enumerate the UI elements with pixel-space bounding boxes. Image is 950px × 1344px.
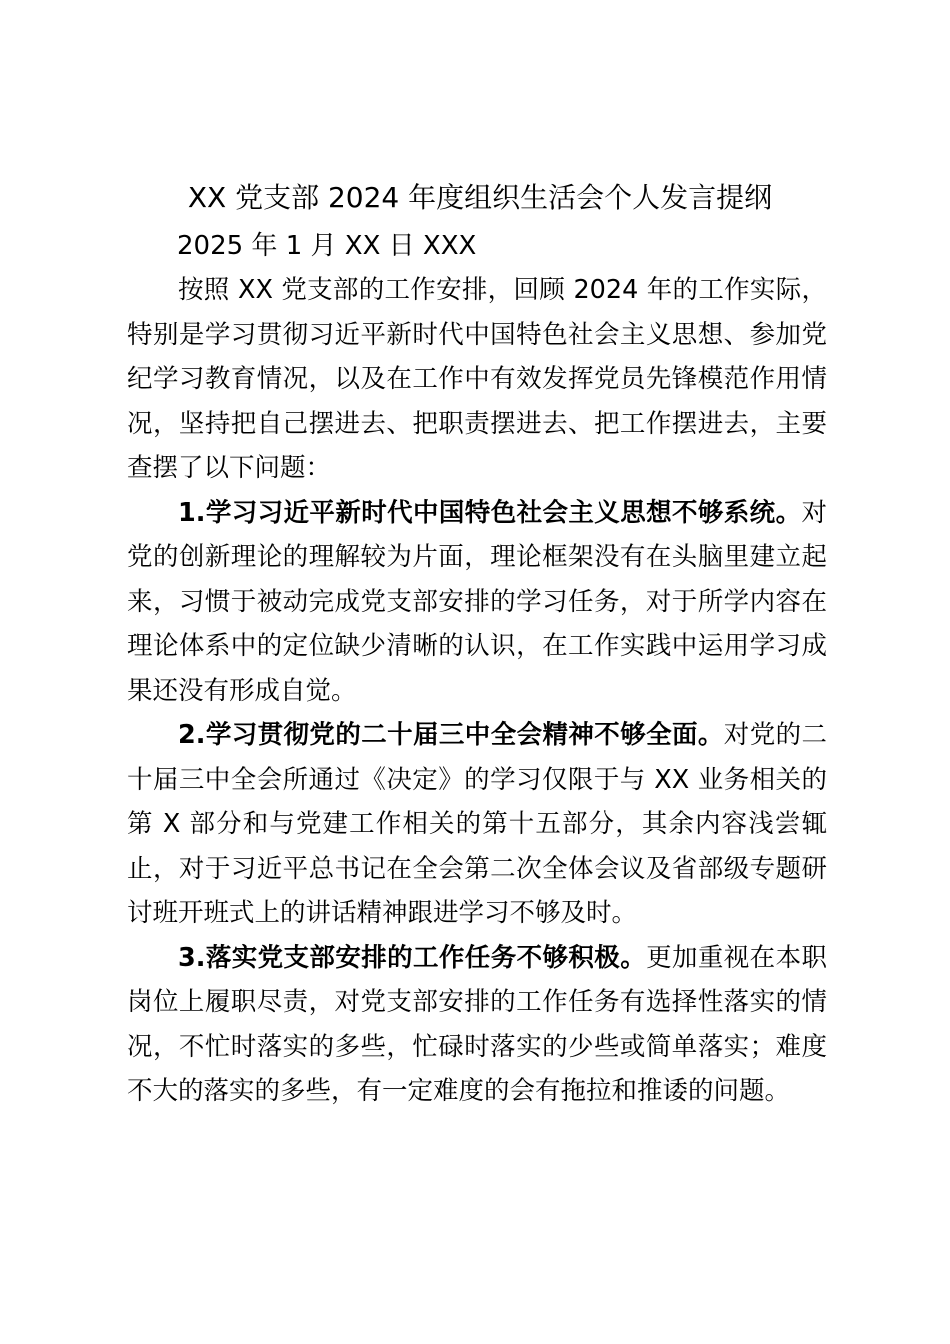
issue-text-2: 对党的二十届三中全会所通过《决定》的学习仅限于与 XX 业务相关的第 X 部分和与党建工作相关的第十五部分，其余内容浅尝辄止，对于习近平总书记在全会第二次全体会议及省部级专题研讨班开班式上的讲话精神跟进学习不够及时。 bbox=[127, 720, 827, 928]
intro-paragraph: 按照 XX 党支部的工作安排，回顾 2024 年的工作实际，特别是学习贯彻习近平新时代中国特色社会主义思想、参加党纪学习教育情况，以及在工作中有效发挥党员先锋模范作用情况，坚持把自己摆进去、把职责摆进去、把工作摆进去，主要查摆了以下问题： bbox=[127, 275, 827, 483]
issue-text-1: 对党的创新理论的理解较为片面，理论框架没有在头脑里建立起来，习惯于被动完成党支部安排的学习任务，对于所学内容在理论体系中的定位缺少清晰的认识，在工作实践中运用学习成果还没有形成自觉。 bbox=[127, 497, 827, 706]
issue-text-3: 更加重视在本职岗位上履职尽责，对党支部安排的工作任务有选择性落实的情况，不忙时落实的多些，忙碌时落实的少些或简单落实；难度不大的落实的多些，有一定难度的会有拖拉和推诿的问题。 bbox=[127, 942, 827, 1106]
document-title: XX 党支部 2024 年度组织生活会个人发言提纲 bbox=[187, 181, 773, 214]
issue-paragraph-2 bbox=[127, 713, 827, 936]
issue-heading-2: 2.学习贯彻党的二十届三中全会精神不够全面。 bbox=[178, 720, 724, 750]
issue-heading-3: 3.落实党支部安排的工作任务不够积极。 bbox=[178, 942, 647, 973]
issue-paragraph-3 bbox=[127, 936, 827, 1114]
document-date-author: 2025 年 1 月 XX 日 XXX bbox=[177, 231, 477, 261]
document-body bbox=[127, 268, 827, 1114]
issue-paragraph-1 bbox=[127, 491, 827, 714]
issue-heading-1: 1.学习习近平新时代中国特色社会主义思想不够系统。 bbox=[178, 497, 802, 528]
